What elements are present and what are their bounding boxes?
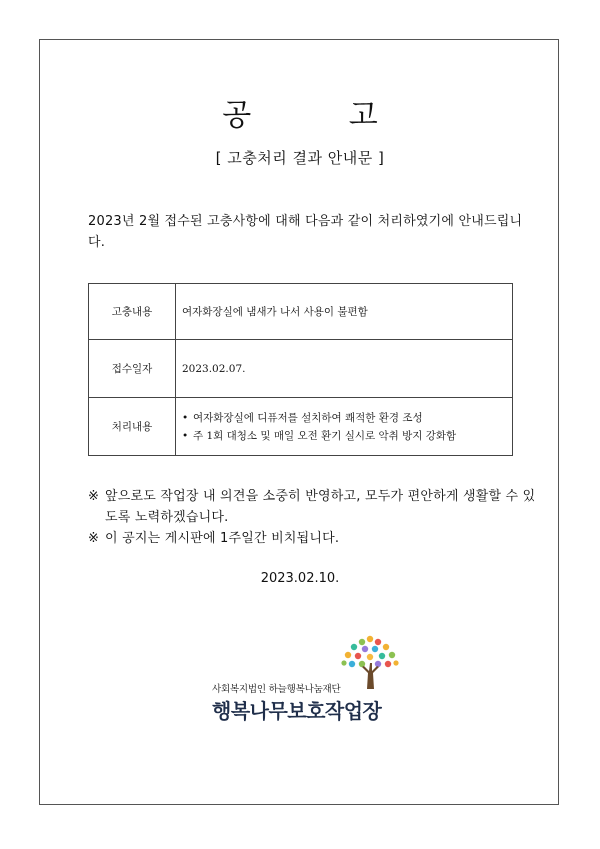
list-item: • 여자화장실에 디퓨저를 설치하여 쾌적한 환경 조성 (182, 409, 512, 427)
tree-leaves (341, 636, 398, 667)
table-row (89, 284, 513, 340)
tree-logo-icon (334, 633, 406, 689)
table-row (89, 398, 513, 456)
foundation-name: 사회복지법인 하늘행복나눔재단 (212, 684, 341, 695)
row-value-actions (176, 398, 513, 456)
note-item (88, 486, 538, 528)
note-mark: ※ (88, 489, 100, 504)
row-label-actions: 처리내용 (89, 398, 176, 456)
row-label-complaint: 고충내용 (89, 284, 176, 340)
note-text: 이 공지는 게시판에 1주일간 비치됩니다. (105, 531, 340, 546)
notice-title: 공 고 (222, 98, 422, 133)
organization-name: 행복나무보호작업장 (212, 699, 382, 723)
tree-trunk (362, 663, 379, 689)
note-mark: ※ (88, 531, 100, 546)
row-value-received-date: 2023.02.07. (176, 340, 513, 398)
table-row (89, 340, 513, 398)
notice-intro: 2023년 2월 접수된 고충사항에 대해 다음과 같이 처리하였기에 안내드립니다. (88, 214, 523, 250)
note-text: 앞으로도 작업장 내 의견을 소중히 반영하고, 모두가 편안하게 생활할 수 있도록 노력하겠습니다. (105, 489, 536, 525)
row-label-received-date: 접수일자 (89, 340, 176, 398)
action-list (182, 409, 512, 445)
note-item (88, 528, 538, 549)
complaint-table (88, 283, 513, 456)
notice-date: 2023.02.10. (260, 571, 340, 586)
row-value-complaint: 여자화장실에 냄새가 나서 사용이 불편함 (176, 284, 513, 340)
list-item: • 주 1회 대청소 및 매일 오전 환기 실시로 악취 방지 강화함 (182, 427, 512, 445)
notice-notes (88, 486, 538, 549)
notice-subtitle: [ 고충처리 결과 안내문 ] (215, 149, 385, 167)
